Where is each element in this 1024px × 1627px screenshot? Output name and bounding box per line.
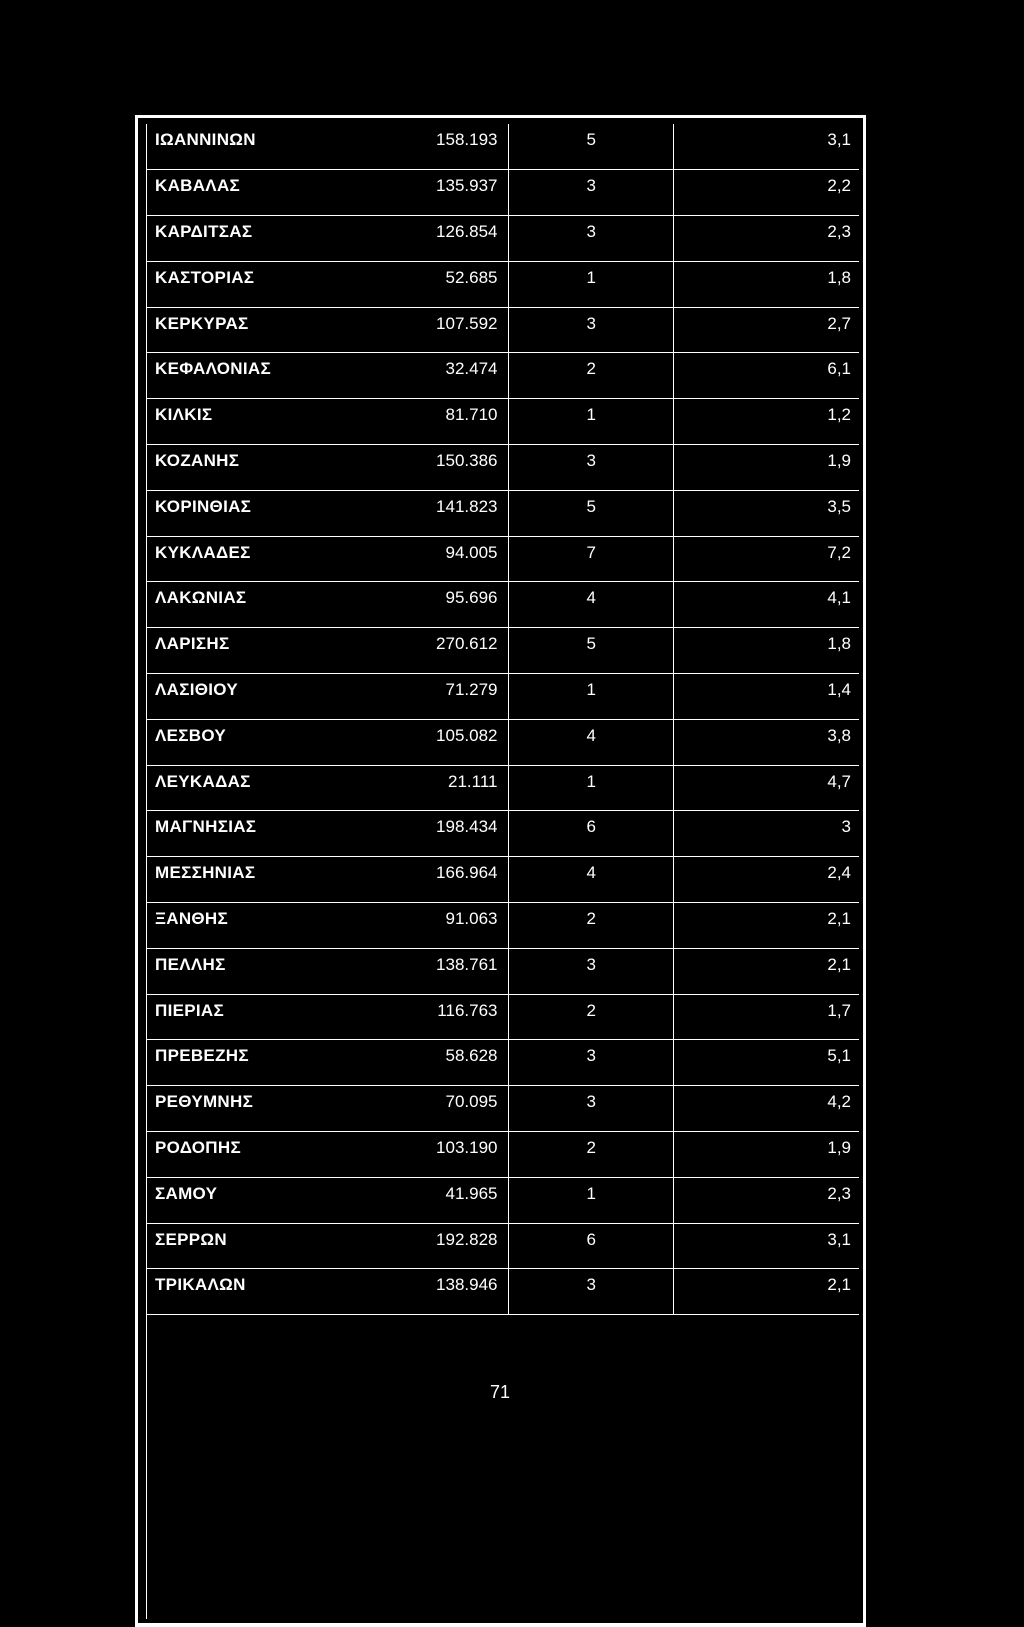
population-cell: 138.946 bbox=[343, 1269, 508, 1315]
table-row bbox=[147, 124, 859, 170]
ratio-cell: 1,9 bbox=[673, 445, 859, 491]
population-cell: 21.111 bbox=[343, 765, 508, 811]
seats-cell: 5 bbox=[508, 490, 673, 536]
prefecture-table bbox=[147, 124, 859, 1315]
population-cell: 126.854 bbox=[343, 216, 508, 262]
seats-cell: 7 bbox=[508, 536, 673, 582]
population-cell: 81.710 bbox=[343, 399, 508, 445]
seats-cell: 6 bbox=[508, 1223, 673, 1269]
population-cell: 166.964 bbox=[343, 857, 508, 903]
prefecture-name-cell: ΚΕΦΑΛΟΝΙΑΣ bbox=[147, 353, 343, 399]
prefecture-name-cell: ΣΑΜΟΥ bbox=[147, 1177, 343, 1223]
population-cell: 71.279 bbox=[343, 674, 508, 720]
table-row bbox=[147, 1086, 859, 1132]
population-cell: 270.612 bbox=[343, 628, 508, 674]
table-row bbox=[147, 1269, 859, 1315]
prefecture-name-cell: ΜΑΓΝΗΣΙΑΣ bbox=[147, 811, 343, 857]
ratio-cell: 2,3 bbox=[673, 1177, 859, 1223]
table-row bbox=[147, 307, 859, 353]
prefecture-name-cell: ΠΕΛΛΗΣ bbox=[147, 948, 343, 994]
ratio-cell: 3 bbox=[673, 811, 859, 857]
table-row bbox=[147, 765, 859, 811]
seats-cell: 3 bbox=[508, 1040, 673, 1086]
table-row bbox=[147, 216, 859, 262]
seats-cell: 2 bbox=[508, 903, 673, 949]
table-row bbox=[147, 353, 859, 399]
ratio-cell: 2,1 bbox=[673, 1269, 859, 1315]
table-row bbox=[147, 536, 859, 582]
seats-cell: 4 bbox=[508, 857, 673, 903]
ratio-cell: 2,2 bbox=[673, 170, 859, 216]
population-cell: 91.063 bbox=[343, 903, 508, 949]
ratio-cell: 2,7 bbox=[673, 307, 859, 353]
seats-cell: 4 bbox=[508, 719, 673, 765]
population-cell: 95.696 bbox=[343, 582, 508, 628]
table-row bbox=[147, 811, 859, 857]
prefecture-name-cell: ΚΑΣΤΟΡΙΑΣ bbox=[147, 261, 343, 307]
prefecture-name-cell: ΛΑΚΩΝΙΑΣ bbox=[147, 582, 343, 628]
seats-cell: 2 bbox=[508, 994, 673, 1040]
population-cell: 135.937 bbox=[343, 170, 508, 216]
seats-cell: 6 bbox=[508, 811, 673, 857]
prefecture-name-cell: ΛΕΣΒΟΥ bbox=[147, 719, 343, 765]
seats-cell: 3 bbox=[508, 216, 673, 262]
population-cell: 52.685 bbox=[343, 261, 508, 307]
table-row bbox=[147, 628, 859, 674]
ratio-cell: 2,1 bbox=[673, 948, 859, 994]
prefecture-name-cell: ΛΕΥΚΑΔΑΣ bbox=[147, 765, 343, 811]
prefecture-name-cell: ΚΥΚΛΑΔΕΣ bbox=[147, 536, 343, 582]
table-row bbox=[147, 170, 859, 216]
population-cell: 198.434 bbox=[343, 811, 508, 857]
ratio-cell: 2,4 bbox=[673, 857, 859, 903]
ratio-cell: 2,3 bbox=[673, 216, 859, 262]
ratio-cell: 7,2 bbox=[673, 536, 859, 582]
population-cell: 58.628 bbox=[343, 1040, 508, 1086]
table-row bbox=[147, 490, 859, 536]
ratio-cell: 3,1 bbox=[673, 1223, 859, 1269]
ratio-cell: 3,1 bbox=[673, 124, 859, 170]
table-row bbox=[147, 1177, 859, 1223]
population-cell: 192.828 bbox=[343, 1223, 508, 1269]
seats-cell: 1 bbox=[508, 765, 673, 811]
table-row bbox=[147, 1132, 859, 1178]
population-cell: 105.082 bbox=[343, 719, 508, 765]
ratio-cell: 4,7 bbox=[673, 765, 859, 811]
population-cell: 107.592 bbox=[343, 307, 508, 353]
ratio-cell: 1,8 bbox=[673, 261, 859, 307]
ratio-cell: 3,5 bbox=[673, 490, 859, 536]
table-row bbox=[147, 948, 859, 994]
population-cell: 116.763 bbox=[343, 994, 508, 1040]
seats-cell: 4 bbox=[508, 582, 673, 628]
seats-cell: 1 bbox=[508, 261, 673, 307]
table-body bbox=[147, 124, 859, 1315]
population-cell: 141.823 bbox=[343, 490, 508, 536]
seats-cell: 2 bbox=[508, 1132, 673, 1178]
seats-cell: 3 bbox=[508, 1086, 673, 1132]
population-cell: 94.005 bbox=[343, 536, 508, 582]
prefecture-name-cell: ΚΙΛΚΙΣ bbox=[147, 399, 343, 445]
population-cell: 70.095 bbox=[343, 1086, 508, 1132]
page-number: 71 bbox=[489, 1382, 511, 1402]
table-row bbox=[147, 445, 859, 491]
prefecture-name-cell: ΚΟΖΑΝΗΣ bbox=[147, 445, 343, 491]
prefecture-name-cell: ΡΕΘΥΜΝΗΣ bbox=[147, 1086, 343, 1132]
prefecture-name-cell: ΛΑΣΙΘΙΟΥ bbox=[147, 674, 343, 720]
table-row bbox=[147, 857, 859, 903]
population-cell: 150.386 bbox=[343, 445, 508, 491]
table-row bbox=[147, 399, 859, 445]
table-row bbox=[147, 674, 859, 720]
ratio-cell: 2,1 bbox=[673, 903, 859, 949]
prefecture-name-cell: ΤΡΙΚΑΛΩΝ bbox=[147, 1269, 343, 1315]
prefecture-name-cell: ΞΑΝΘΗΣ bbox=[147, 903, 343, 949]
ratio-cell: 6,1 bbox=[673, 353, 859, 399]
population-cell: 138.761 bbox=[343, 948, 508, 994]
seats-cell: 3 bbox=[508, 307, 673, 353]
ratio-cell: 1,7 bbox=[673, 994, 859, 1040]
seats-cell: 5 bbox=[508, 628, 673, 674]
ratio-cell: 1,2 bbox=[673, 399, 859, 445]
ratio-cell: 1,9 bbox=[673, 1132, 859, 1178]
seats-cell: 3 bbox=[508, 445, 673, 491]
ratio-cell: 4,2 bbox=[673, 1086, 859, 1132]
population-cell: 32.474 bbox=[343, 353, 508, 399]
ratio-cell: 1,8 bbox=[673, 628, 859, 674]
table-row bbox=[147, 1223, 859, 1269]
population-cell: 41.965 bbox=[343, 1177, 508, 1223]
prefecture-name-cell: ΚΕΡΚΥΡΑΣ bbox=[147, 307, 343, 353]
seats-cell: 1 bbox=[508, 399, 673, 445]
prefecture-name-cell: ΚΑΒΑΛΑΣ bbox=[147, 170, 343, 216]
prefecture-name-cell: ΚΑΡΔΙΤΣΑΣ bbox=[147, 216, 343, 262]
ratio-cell: 3,8 bbox=[673, 719, 859, 765]
prefecture-name-cell: ΛΑΡΙΣΗΣ bbox=[147, 628, 343, 674]
seats-cell: 3 bbox=[508, 1269, 673, 1315]
seats-cell: 1 bbox=[508, 1177, 673, 1223]
seats-cell: 3 bbox=[508, 170, 673, 216]
seats-cell: 1 bbox=[508, 674, 673, 720]
table-row bbox=[147, 261, 859, 307]
population-cell: 103.190 bbox=[343, 1132, 508, 1178]
prefecture-name-cell: ΚΟΡΙΝΘΙΑΣ bbox=[147, 490, 343, 536]
table-row bbox=[147, 903, 859, 949]
prefecture-name-cell: ΜΕΣΣΗΝΙΑΣ bbox=[147, 857, 343, 903]
ratio-cell: 5,1 bbox=[673, 1040, 859, 1086]
table-row bbox=[147, 1040, 859, 1086]
prefecture-name-cell: ΡΟΔΟΠΗΣ bbox=[147, 1132, 343, 1178]
seats-cell: 2 bbox=[508, 353, 673, 399]
table-row bbox=[147, 994, 859, 1040]
table-row bbox=[147, 719, 859, 765]
table-row bbox=[147, 582, 859, 628]
ratio-cell: 1,4 bbox=[673, 674, 859, 720]
ratio-cell: 4,1 bbox=[673, 582, 859, 628]
prefecture-name-cell: ΠΙΕΡΙΑΣ bbox=[147, 994, 343, 1040]
seats-cell: 3 bbox=[508, 948, 673, 994]
prefecture-name-cell: ΠΡΕΒΕΖΗΣ bbox=[147, 1040, 343, 1086]
prefecture-name-cell: ΣΕΡΡΩΝ bbox=[147, 1223, 343, 1269]
population-cell: 158.193 bbox=[343, 124, 508, 170]
prefecture-name-cell: ΙΩΑΝΝΙΝΩΝ bbox=[147, 124, 343, 170]
seats-cell: 5 bbox=[508, 124, 673, 170]
